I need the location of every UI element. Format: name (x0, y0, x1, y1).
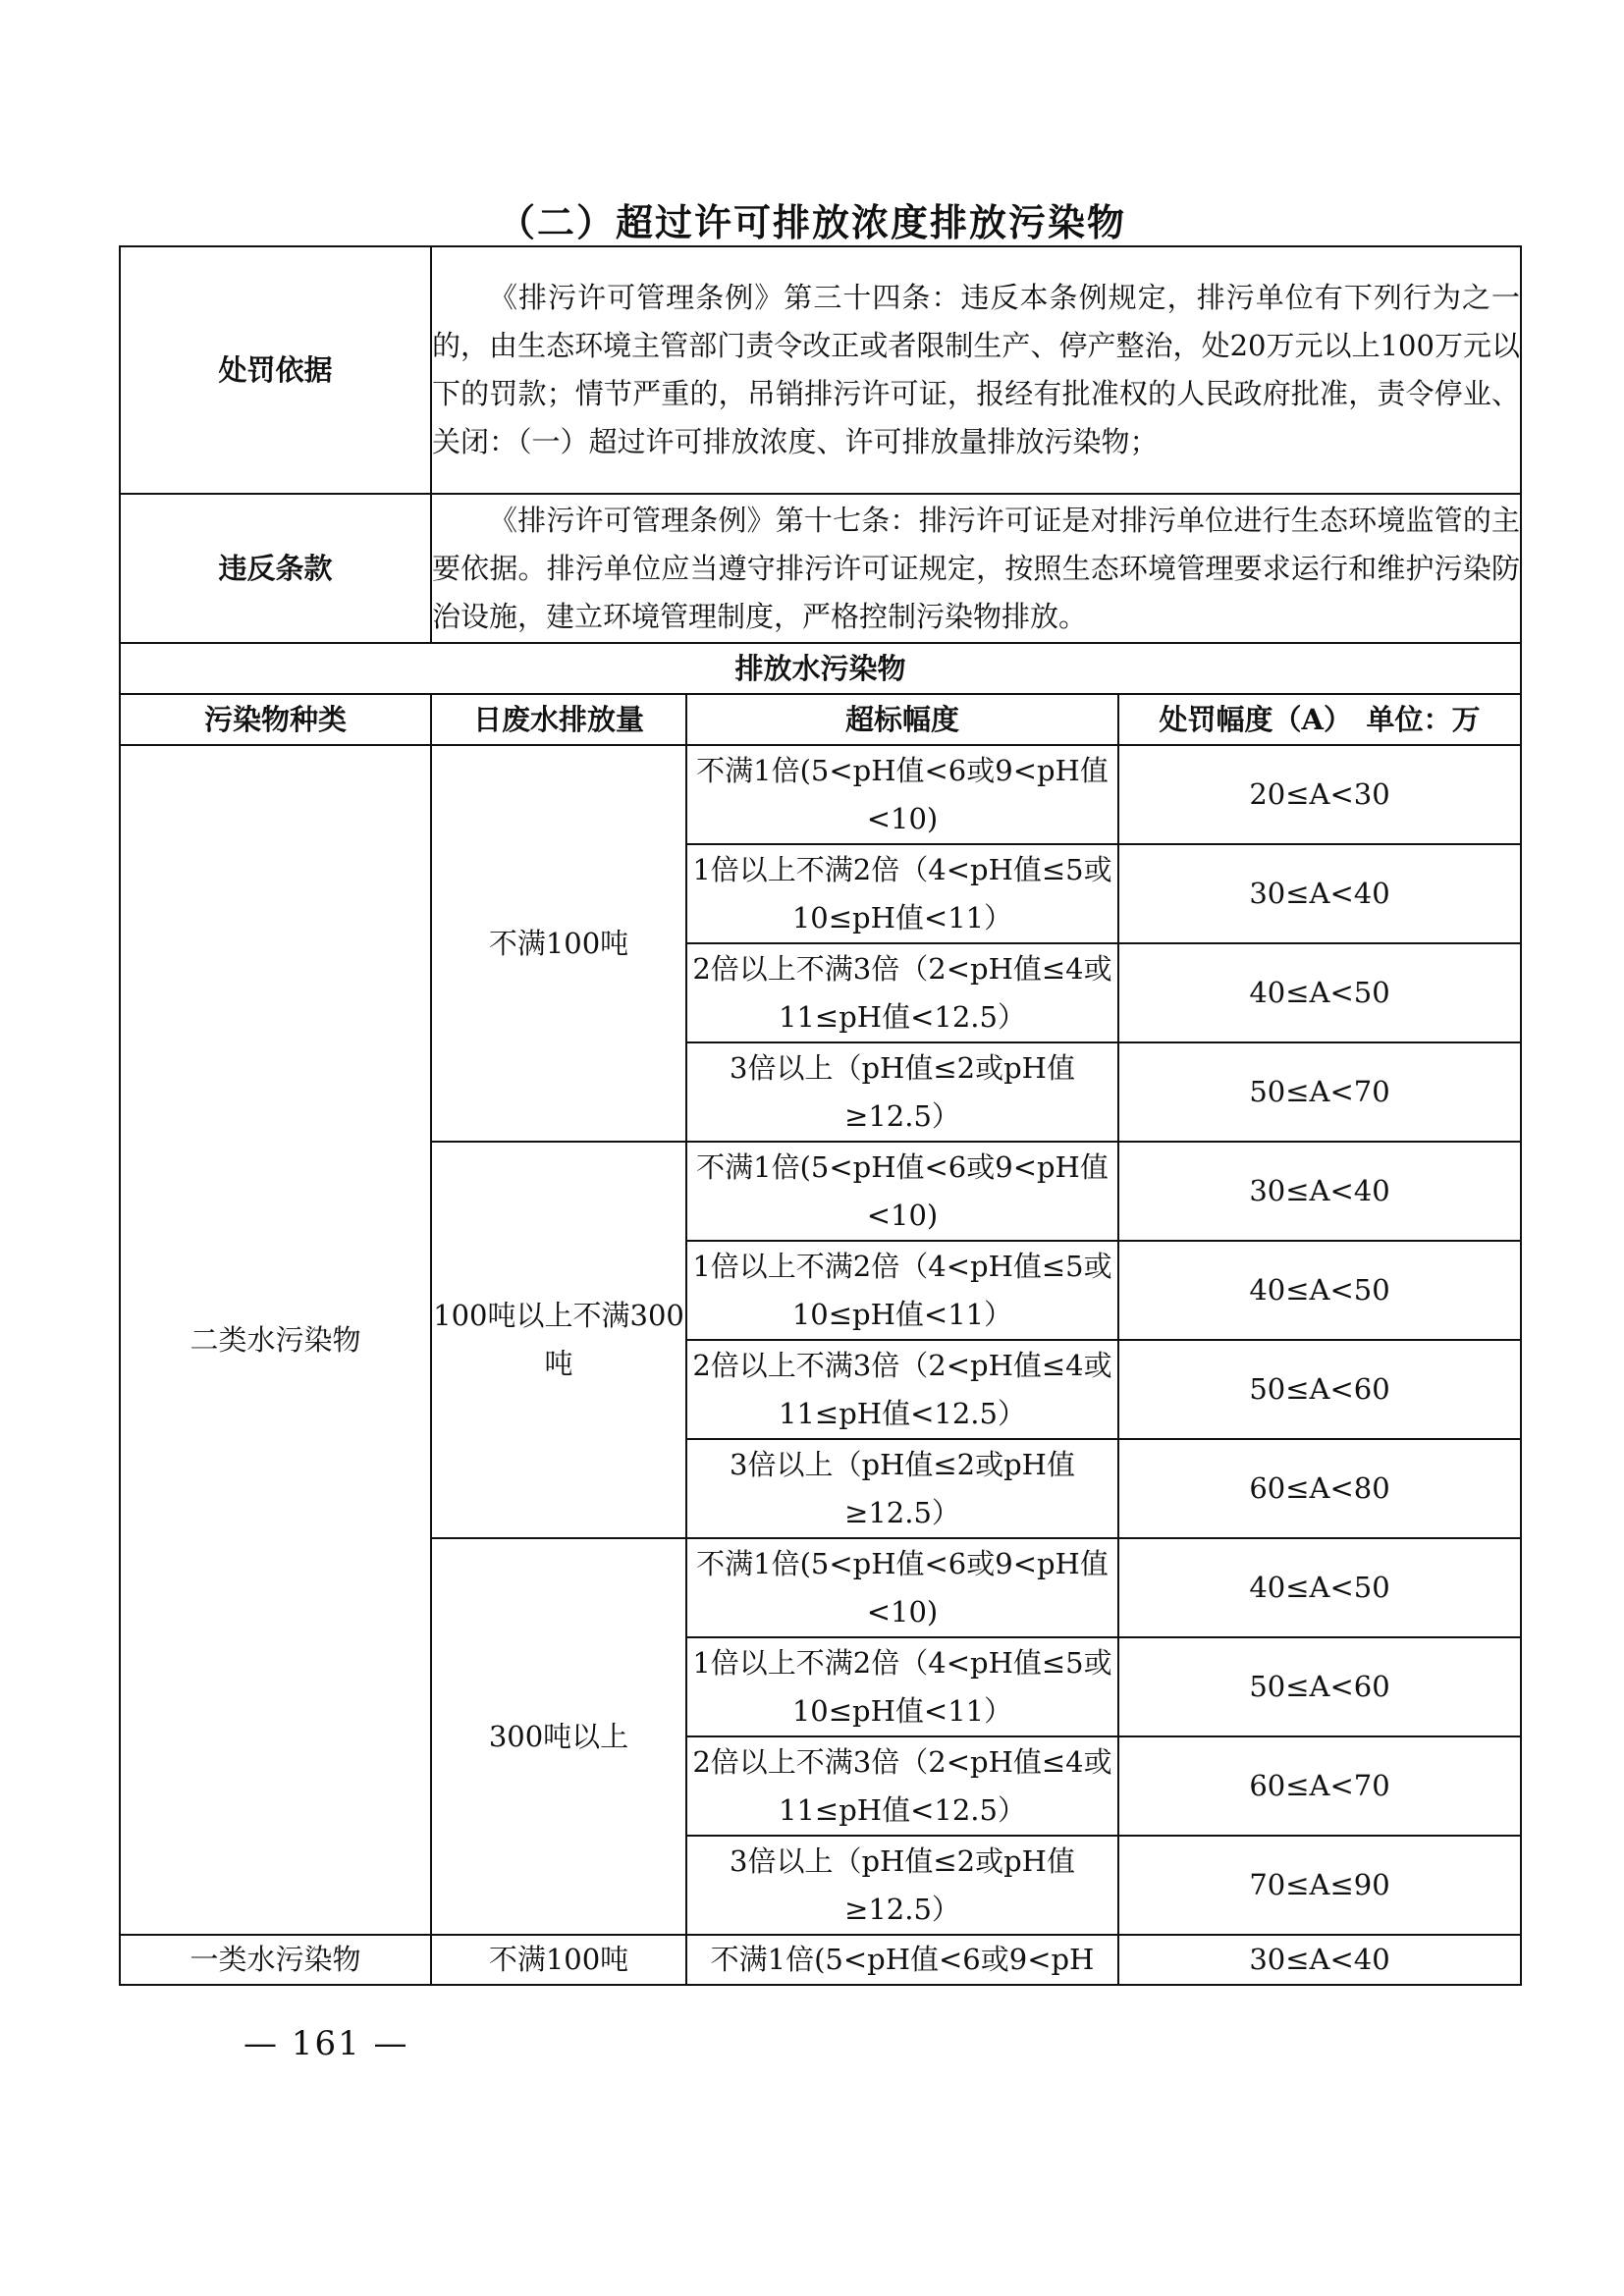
penalty-cell: 40≤A<50 (1118, 1241, 1521, 1340)
exceed-cell: 1倍以上不满2倍（4<pH值≤5或10≤pH值<11） (686, 844, 1118, 943)
violation-text: 《排污许可管理条例》第十七条：排污许可证是对排污单位进行生态环境监管的主要依据。排污单位应当遵守排污许可证规定，按照生态环境管理要求运行和维护污染防治设施，建立环境管理制度，严格控制污染物排放。 (431, 494, 1521, 643)
page-number: — 161 — (244, 2024, 409, 2063)
volume-100-to-300: 100吨以上不满300吨 (431, 1142, 686, 1538)
exceed-cell: 2倍以上不满3倍（2<pH值≤4或11≤pH值<12.5） (686, 943, 1118, 1042)
exceed-cell: 3倍以上（pH值≤2或pH值≥12.5） (686, 1439, 1118, 1538)
penalty-cell: 40≤A<50 (1118, 1538, 1521, 1637)
column-header-volume: 日废水排放量 (431, 694, 686, 745)
section-title: （二）超过许可排放浓度排放污染物 (497, 200, 1126, 244)
exceed-cell: 不满1倍(5<pH值<6或9<pH值<10) (686, 1538, 1118, 1637)
penalty-table (119, 245, 1522, 1986)
volume-over-300: 300吨以上 (431, 1538, 686, 1935)
section-header: 排放水污染物 (120, 643, 1521, 694)
exceed-cell: 不满1倍(5<pH值<6或9<pH值<10) (686, 745, 1118, 844)
basis-label: 处罚依据 (120, 246, 431, 494)
penalty-cell: 50≤A<70 (1118, 1042, 1521, 1142)
basis-row (120, 246, 1521, 494)
column-header-row (120, 694, 1521, 745)
exceed-cell: 2倍以上不满3倍（2<pH值≤4或11≤pH值<12.5） (686, 1736, 1118, 1836)
column-header-penalty: 处罚幅度（A） 单位：万 (1118, 694, 1521, 745)
penalty-cell: 60≤A<70 (1118, 1736, 1521, 1836)
penalty-cell: 30≤A<40 (1118, 1142, 1521, 1241)
pollutant-type-class2: 二类水污染物 (120, 745, 431, 1935)
table-row (120, 745, 1521, 844)
penalty-cell: 50≤A<60 (1118, 1637, 1521, 1736)
exceed-cell: 3倍以上（pH值≤2或pH值≥12.5） (686, 1836, 1118, 1935)
penalty-cell: 70≤A≤90 (1118, 1836, 1521, 1935)
section-header-row (120, 643, 1521, 694)
penalty-cell: 50≤A<60 (1118, 1340, 1521, 1439)
penalty-cell: 40≤A<50 (1118, 943, 1521, 1042)
exceed-cell: 1倍以上不满2倍（4<pH值≤5或10≤pH值<11） (686, 1241, 1118, 1340)
exceed-cell: 1倍以上不满2倍（4<pH值≤5或10≤pH值<11） (686, 1637, 1118, 1736)
violation-row (120, 494, 1521, 643)
table-row-class1 (120, 1935, 1521, 1985)
penalty-cell: 20≤A<30 (1118, 745, 1521, 844)
exceed-cell: 3倍以上（pH值≤2或pH值≥12.5） (686, 1042, 1118, 1142)
basis-text: 《排污许可管理条例》第三十四条：违反本条例规定，排污单位有下列行为之一的，由生态环境主管部门责令改正或者限制生产、停产整治，处20万元以上100万元以下的罚款；情节严重的，吊销排污许可证，报经有批准权的人民政府批准，责令停业、关闭：（一）超过许可排放浓度、许可排放量排放污染物； (431, 246, 1521, 494)
column-header-exceed: 超标幅度 (686, 694, 1118, 745)
violation-label: 违反条款 (120, 494, 431, 643)
pollutant-type-class1: 一类水污染物 (120, 1935, 431, 1985)
penalty-cell: 60≤A<80 (1118, 1439, 1521, 1538)
column-header-pollutant: 污染物种类 (120, 694, 431, 745)
exceed-cell: 不满1倍(5<pH值<6或9<pH (686, 1935, 1118, 1985)
penalty-cell: 30≤A<40 (1118, 1935, 1521, 1985)
exceed-cell: 2倍以上不满3倍（2<pH值≤4或11≤pH值<12.5） (686, 1340, 1118, 1439)
volume-under-100: 不满100吨 (431, 745, 686, 1142)
volume-cell: 不满100吨 (431, 1935, 686, 1985)
penalty-cell: 30≤A<40 (1118, 844, 1521, 943)
exceed-cell: 不满1倍(5<pH值<6或9<pH值<10) (686, 1142, 1118, 1241)
